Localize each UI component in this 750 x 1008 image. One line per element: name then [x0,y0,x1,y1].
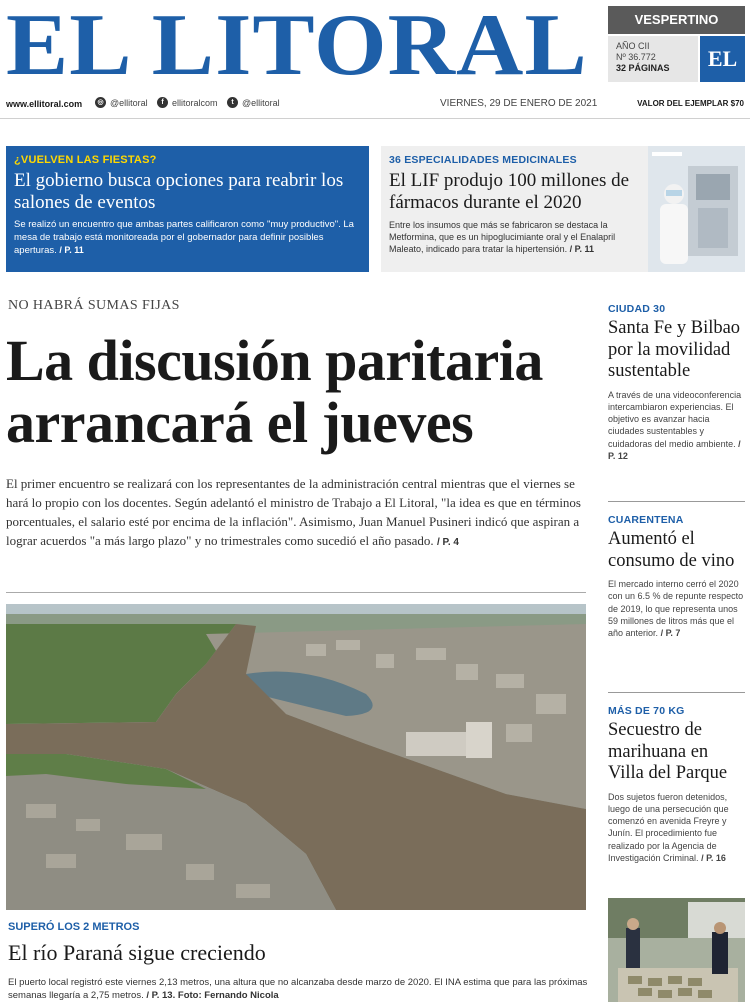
facebook-icon: f [157,97,168,108]
teaser-deck: Se realizó un encuentro que ambas partes calificaron como "muy productivo". La mesa de trabajo está monitoreada por el gobernador para definir posibles aperturas. / P. 11 [14,219,354,256]
sidebar-kicker: CUARENTENA [608,514,684,526]
sidebar-item-wine[interactable] [608,514,745,639]
main-kicker: NO HABRÁ SUMAS FIJAS [8,298,180,313]
photo-headline[interactable]: El río Paraná sigue creciendo [8,940,266,965]
instagram-handle[interactable]: ◎ @ellitoral [95,97,148,108]
sidebar-headline: Secuestro de marihuana en Villa del Parque [608,720,728,783]
teaser-events[interactable] [6,146,369,272]
issue-info [608,36,698,82]
divider [0,118,750,119]
masthead [0,0,750,94]
sidebar-deck: El mercado interno cerró el 2020 con un 6.5 % de repunte respecto de 2019, lo que representa unos 59 millones de litros más que el año anterior. / P. 7 [608,579,744,639]
lab-photo [648,146,745,272]
sidebar-item-ciudad30[interactable] [608,303,745,462]
sidebar-headline: Santa Fe y Bilbao por la movilidad sustentable [608,318,741,381]
instagram-icon: ◎ [95,97,106,108]
divider [608,692,745,693]
twitter-handle[interactable]: t @ellitoral [227,97,280,108]
meta-row [0,94,750,116]
issue-year: AÑO CII [616,41,650,51]
teaser-kicker: ¿VUELVEN LAS FIESTAS? [14,154,157,166]
sidebar-kicker: CIUDAD 30 [608,303,666,315]
sidebar-deck: Dos sujetos fueron detenidos, luego de una persecución que comenzó en avenida Freyre y Junín. El procedimiento fue realizado por la Agencia de Investigación Criminal. / P. 16 [608,791,729,863]
main-headline[interactable]: La discusión paritaria arrancará el jueves [6,328,543,455]
twitter-icon: t [227,97,238,108]
teaser-headline: El gobierno busca opciones para reabrir los salones de eventos [14,170,344,213]
teaser-deck: Entre los insumos que más se fabricaron se destaca la Metformina, que es un hipoglucimiante oral y el Enalapril Maleato, indicado para tratar la hipertensión. / P. 11 [389,220,616,254]
sidebar-kicker: MÁS DE 70 KG [608,705,685,717]
divider [608,501,745,502]
el-badge-logo: EL [700,36,745,82]
sidebar-deck: A través de una videoconferencia intercambiaron experiencias. El objetivo es avanzar hacia ciudades sustentables y cuidadoras del medio ambiente. / P. 12 [608,389,742,461]
newspaper-logo[interactable]: EL LITORAL [6,0,588,94]
issue-pages: 32 PÁGINAS [616,63,670,73]
police-seizure-photo [608,898,745,1002]
sidebar-item-marihuana[interactable] [608,705,745,864]
teaser-headline: El LIF produjo 100 millones de fármacos durante el 2020 [389,170,630,213]
issue-price: VALOR DEL EJEMPLAR $70 [637,99,744,108]
issue-number: Nº 36.772 [616,52,656,62]
issue-date: VIERNES, 29 DE ENERO DE 2021 [440,98,598,109]
website-link[interactable]: www.ellitoral.com [6,99,83,109]
divider [6,592,586,593]
sidebar-headline: Aumentó el consumo de vino [608,529,735,571]
photo-kicker: SUPERÓ LOS 2 METROS [8,921,140,933]
edition-label: VESPERTINO [608,6,745,34]
facebook-handle[interactable]: f ellitoralcom [157,97,218,108]
main-deck: El primer encuentro se realizará con los representantes de la administración central mientras que el viernes se hará lo propio con los docentes. Según adelantó el ministro de Trabajo a El Litoral, "la idea es que en términos porcentuales, el salario esté por encima de la inflación". Asimismo, Juan Manuel Pusineri indicó que aspiran a lograr acuerdos "a más largo plazo" y no trimestrales como sucedió el año pasado. / P. 4 [6,476,581,548]
river-parana-photo[interactable] [6,604,586,910]
photo-deck: El puerto local registró este viernes 2,13 metros, una altura que no alcanzaba desde marzo de 2020. El INA estima que para las próximas semanas llegaría a 2,75 metros. / P. 13. Foto: Fernando Nicola [8,977,588,1001]
teaser-kicker: 36 ESPECIALIDADES MEDICINALES [389,154,577,166]
